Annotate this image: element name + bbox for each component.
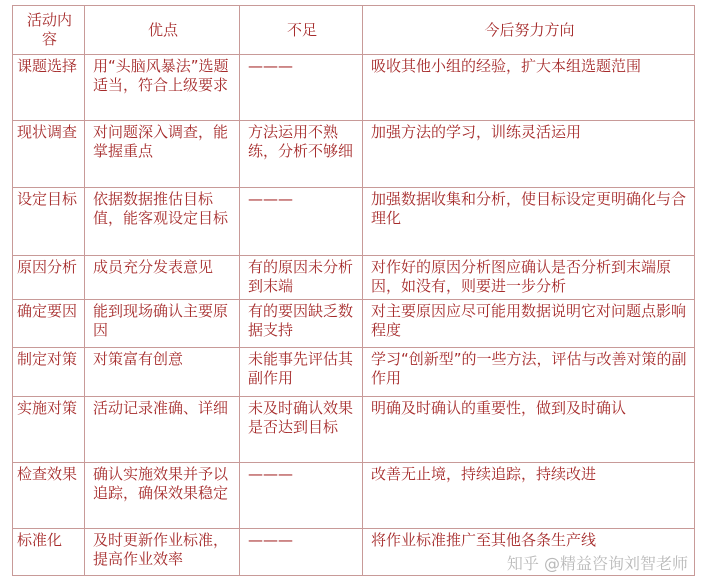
activity-cell: 现状调查 xyxy=(13,121,85,188)
cons-cell: ——— xyxy=(240,55,363,121)
cons-cell: 有的原因未分析到末端 xyxy=(240,256,363,300)
cons-cell: ——— xyxy=(240,188,363,256)
header-direction: 今后努力方向 xyxy=(363,6,695,55)
cons-cell: 未能事先评估其副作用 xyxy=(240,348,363,397)
table-row xyxy=(13,300,695,348)
pros-cell: 对问题深入调查，能掌握重点 xyxy=(85,121,240,188)
table-row xyxy=(13,121,695,188)
direction-cell: 将作业标准推广至其他各条生产线 xyxy=(363,529,695,576)
table-row xyxy=(13,463,695,529)
table-row xyxy=(13,55,695,121)
table-row xyxy=(13,256,695,300)
activity-cell: 检查效果 xyxy=(13,463,85,529)
pros-cell: 用“头脑风暴法”选题适当，符合上级要求 xyxy=(85,55,240,121)
activity-cell: 原因分析 xyxy=(13,256,85,300)
cons-cell: 未及时确认效果是否达到目标 xyxy=(240,397,363,463)
table-row xyxy=(13,188,695,256)
header-activity: 活动内容 xyxy=(13,6,85,55)
activity-cell: 设定目标 xyxy=(13,188,85,256)
review-table xyxy=(12,5,695,576)
watermark: 知乎 @精益咨询刘智老师 xyxy=(506,554,688,573)
activity-cell: 课题选择 xyxy=(13,55,85,121)
direction-cell: 学习“创新型”的一些方法，评估与改善对策的副作用 xyxy=(363,348,695,397)
activity-cell: 确定要因 xyxy=(13,300,85,348)
direction-cell: 对作好的原因分析图应确认是否分析到末端原因，如没有，则要进一步分析 xyxy=(363,256,695,300)
direction-cell: 加强方法的学习，训练灵活运用 xyxy=(363,121,695,188)
direction-cell: 明确及时确认的重要性，做到及时确认 xyxy=(363,397,695,463)
header-cons: 不足 xyxy=(240,6,363,55)
direction-cell: 对主要原因应尽可能用数据说明它对问题点影响程度 xyxy=(363,300,695,348)
pros-cell: 能到现场确认主要原因 xyxy=(85,300,240,348)
header-row xyxy=(13,6,695,55)
pros-cell: 成员充分发表意见 xyxy=(85,256,240,300)
cons-cell: ——— xyxy=(240,463,363,529)
direction-cell: 改善无止境，持续追踪，持续改进 xyxy=(363,463,695,529)
direction-cell: 吸收其他小组的经验，扩大本组选题范围 xyxy=(363,55,695,121)
pros-cell: 活动记录准确、详细 xyxy=(85,397,240,463)
activity-cell: 标准化 xyxy=(13,529,85,576)
header-pros: 优点 xyxy=(85,6,240,55)
cons-cell: 有的要因缺乏数据支持 xyxy=(240,300,363,348)
pros-cell: 对策富有创意 xyxy=(85,348,240,397)
direction-cell: 加强数据收集和分析，使目标设定更明确化与合理化 xyxy=(363,188,695,256)
pros-cell: 确认实施效果并予以追踪，确保效果稳定 xyxy=(85,463,240,529)
pros-cell: 及时更新作业标准，提高作业效率 xyxy=(85,529,240,576)
cons-cell: 方法运用不熟练，分析不够细 xyxy=(240,121,363,188)
table-row xyxy=(13,348,695,397)
activity-cell: 制定对策 xyxy=(13,348,85,397)
cons-cell: ——— xyxy=(240,529,363,576)
activity-cell: 实施对策 xyxy=(13,397,85,463)
pros-cell: 依据数据推估目标值，能客观设定目标 xyxy=(85,188,240,256)
table-row xyxy=(13,397,695,463)
